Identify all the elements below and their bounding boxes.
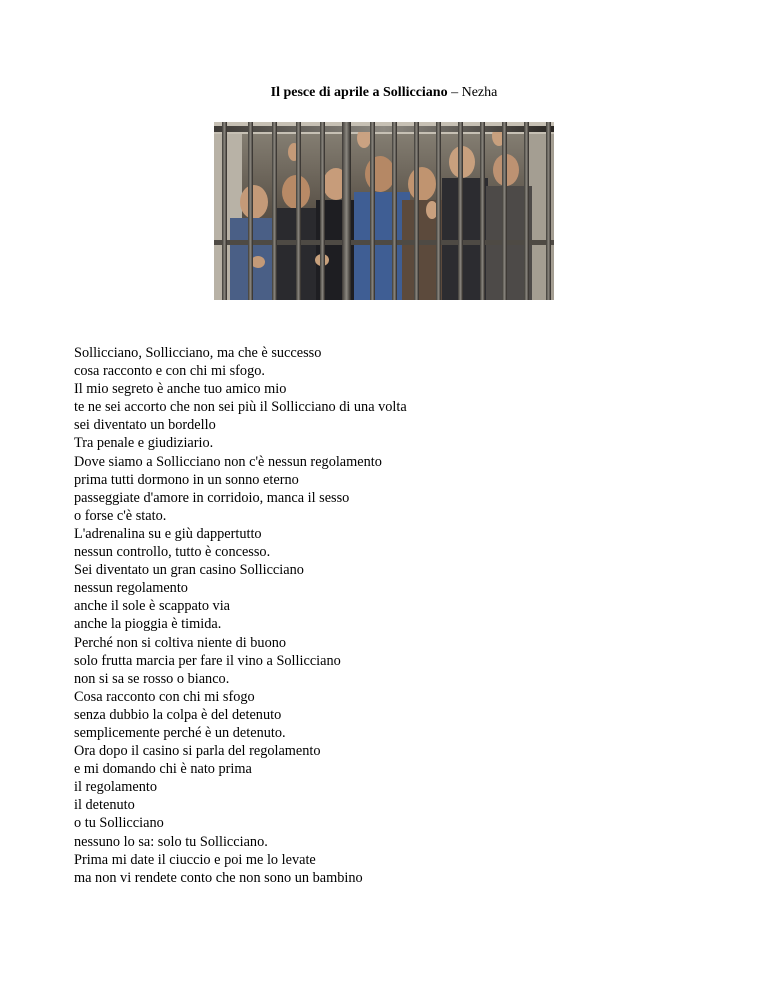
poem-line: Sei diventato un gran casino Sollicciano bbox=[74, 562, 304, 579]
poem-line: Cosa racconto con chi mi sfogo bbox=[74, 688, 255, 705]
poem-line: Ora dopo il casino si parla del regolamento bbox=[74, 743, 321, 760]
poem-line: Il mio segreto è anche tuo amico mio bbox=[74, 381, 287, 398]
title-main: Il pesce di aprile a Sollicciano bbox=[270, 85, 448, 100]
poem-line: Sollicciano, Sollicciano, ma che è successo bbox=[74, 345, 322, 361]
prison-bars-photo bbox=[214, 122, 554, 300]
poem-line: o tu Sollicciano bbox=[74, 815, 164, 832]
poem-line: cosa racconto e con chi mi sfogo. bbox=[74, 363, 265, 380]
poem-line: L'adrenalina su e giù dappertutto bbox=[74, 525, 262, 542]
poem-line: anche la pioggia è timida. bbox=[74, 616, 222, 633]
title-separator: – bbox=[447, 85, 462, 100]
poem-line: anche il sole è scappato via bbox=[74, 598, 231, 615]
poem-line: nessuno lo sa: solo tu Sollicciano. bbox=[74, 833, 268, 850]
poem-line: senza dubbio la colpa è del detenuto bbox=[74, 706, 282, 723]
poem-line: nessun controllo, tutto è concesso. bbox=[74, 544, 271, 561]
poem-line: prima tutti dormono in un sonno eterno bbox=[74, 471, 299, 488]
poem-line: nessun regolamento bbox=[74, 580, 188, 597]
title-author: Nezha bbox=[461, 85, 498, 100]
poem-line: il detenuto bbox=[74, 797, 135, 814]
poem-line: o forse c'è stato. bbox=[74, 507, 167, 524]
poem-line: sei diventato un bordello bbox=[74, 417, 216, 434]
poem-line: semplicemente perché è un detenuto. bbox=[74, 724, 286, 741]
poem-text bbox=[74, 344, 714, 887]
poem-line: Prima mi date il ciuccio e poi me lo levate bbox=[74, 851, 316, 868]
poem-line: solo frutta marcia per fare il vino a Sollicciano bbox=[74, 652, 341, 669]
poem-line: Dove siamo a Sollicciano non c'è nessun regolamento bbox=[74, 453, 382, 470]
poem-line: passeggiate d'amore in corridoio, manca il sesso bbox=[74, 489, 350, 506]
document-title bbox=[0, 84, 768, 102]
poem-line: te ne sei accorto che non sei più il Sollicciano di una volta bbox=[74, 399, 407, 416]
poem-line: Tra penale e giudiziario. bbox=[74, 435, 214, 452]
poem-line: ma non vi rendete conto che non sono un bambino bbox=[74, 869, 363, 886]
poem-line: il regolamento bbox=[74, 779, 157, 796]
poem-line: e mi domando chi è nato prima bbox=[74, 761, 252, 778]
poem-line: Perché non si coltiva niente di buono bbox=[74, 634, 287, 651]
poem-line: non si sa se rosso o bianco. bbox=[74, 670, 230, 687]
